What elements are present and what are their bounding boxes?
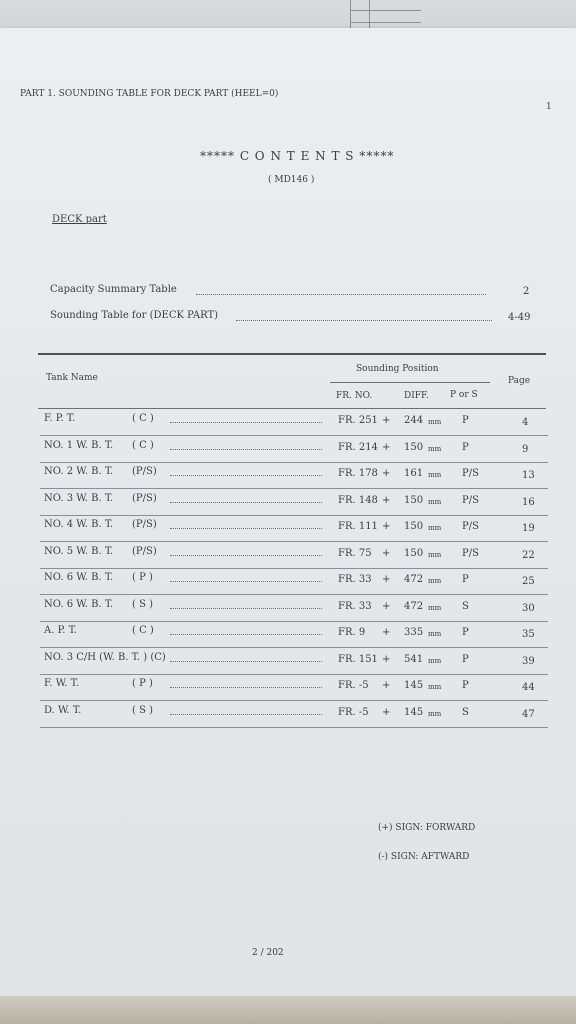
frame-number: FR. 75 — [338, 547, 372, 559]
header-page: Page — [508, 376, 531, 386]
row-leader-dots — [170, 608, 322, 609]
table-row-rule — [40, 700, 548, 701]
toc-item-sounding-table: Sounding Table for (DECK PART) — [50, 310, 219, 321]
port-or-starboard: P — [462, 441, 469, 453]
port-or-starboard: P/S — [462, 547, 479, 559]
port-or-starboard: P — [462, 574, 469, 585]
page-ref: 39 — [522, 655, 535, 667]
port-or-starboard: S — [462, 600, 469, 612]
table-row-rule — [40, 435, 548, 436]
toc-page-sounding-table: 4-49 — [508, 312, 531, 323]
diff-sign: + — [382, 521, 391, 532]
table-row-rule — [40, 647, 548, 648]
toc-page-capacity-summary: 2 — [523, 286, 530, 297]
diff-sign: + — [382, 547, 391, 559]
tank-code: ( P ) — [132, 678, 153, 689]
tank-name: F. W. T. — [44, 678, 80, 689]
diff-value: 145 — [404, 706, 424, 718]
tank-code: (P/S) — [132, 545, 157, 557]
document-page — [0, 28, 576, 998]
frame-number: FR. -5 — [338, 680, 369, 691]
port-or-starboard: P — [462, 680, 469, 691]
port-or-starboard: P/S — [462, 494, 479, 506]
diff-unit: mm — [428, 603, 442, 612]
row-leader-dots — [170, 475, 322, 476]
page-ref: 16 — [522, 496, 535, 508]
header-diff: DIFF. — [404, 391, 429, 401]
diff-sign: + — [382, 627, 391, 638]
header-fr-no: FR. NO. — [336, 391, 373, 401]
port-or-starboard: P — [462, 627, 469, 638]
section-title: DECK part — [52, 214, 107, 225]
frame-number: FR. -5 — [338, 706, 369, 718]
page-ref: 44 — [522, 682, 535, 693]
toc-leader-dots — [196, 294, 486, 295]
toc-item-capacity-summary: Capacity Summary Table — [50, 284, 177, 295]
diff-sign: + — [382, 468, 391, 479]
row-leader-dots — [170, 555, 322, 556]
header-bottom-rule — [38, 408, 546, 409]
diff-sign: + — [382, 653, 391, 665]
diff-value: 145 — [404, 680, 424, 691]
table-row-rule — [40, 594, 548, 595]
contents-title: ***** C O N T E N T S ***** — [200, 149, 395, 163]
corner-page-number: 1 — [546, 102, 552, 112]
diff-sign: + — [382, 680, 391, 691]
diff-value: 150 — [404, 547, 424, 559]
frame-number: FR. 9 — [338, 627, 366, 638]
tank-name: NO. 5 W. B. T. — [44, 545, 114, 557]
table-row-rule — [40, 568, 548, 569]
row-leader-dots — [170, 502, 322, 503]
frame-number: FR. 33 — [338, 600, 372, 612]
page-ref: 47 — [522, 708, 535, 720]
diff-value: 244 — [404, 415, 424, 426]
header-sounding-position: Sounding Position — [356, 364, 439, 374]
tank-code: ( C ) — [132, 625, 154, 636]
frame-number: FR. 214 — [338, 441, 378, 453]
row-leader-dots — [170, 714, 322, 715]
diff-unit: mm — [428, 656, 442, 665]
row-leader-dots — [170, 634, 322, 635]
frame-number: FR. 151 — [338, 653, 378, 665]
page-ref: 22 — [522, 549, 535, 561]
tank-code: (P/S) — [132, 466, 157, 477]
document-header-title: PART 1. SOUNDING TABLE FOR DECK PART (HEEL=0) — [20, 89, 279, 99]
table-row-rule — [40, 515, 548, 516]
tank-code: ( C ) — [132, 413, 154, 424]
tank-name: F. P. T. — [44, 413, 76, 424]
page-ref: 13 — [522, 470, 535, 481]
tank-code: ( S ) — [132, 704, 154, 716]
frame-number: FR. 178 — [338, 468, 378, 479]
page-ref: 30 — [522, 602, 535, 614]
diff-unit: mm — [428, 444, 442, 453]
tank-name: NO. 4 W. B. T. — [44, 519, 114, 530]
diff-unit: mm — [428, 577, 442, 585]
row-leader-dots — [170, 449, 322, 450]
diff-sign: + — [382, 494, 391, 506]
diff-sign: + — [382, 415, 391, 426]
page-ref: 9 — [522, 443, 529, 455]
diff-value: 472 — [404, 574, 424, 585]
background-desk — [0, 996, 576, 1024]
diff-value: 161 — [404, 468, 424, 479]
diff-value: 335 — [404, 627, 424, 638]
tank-code: (P/S) — [132, 492, 157, 504]
frame-number: FR. 251 — [338, 415, 378, 426]
table-row-rule — [40, 621, 548, 622]
diff-value: 472 — [404, 600, 424, 612]
page-ref: 4 — [522, 417, 529, 428]
row-leader-dots — [170, 687, 322, 688]
diff-value: 150 — [404, 521, 424, 532]
port-or-starboard: P — [462, 415, 469, 426]
diff-value: 150 — [404, 494, 424, 506]
row-leader-dots — [170, 422, 322, 423]
legend-aftward: (-) SIGN: AFTWARD — [378, 852, 470, 862]
tank-name: NO. 6 W. B. T. — [44, 572, 114, 583]
page-ref: 25 — [522, 576, 535, 587]
table-top-rule — [38, 353, 546, 355]
frame-number: FR. 111 — [338, 521, 378, 532]
tank-name: NO. 2 W. B. T. — [44, 466, 114, 477]
port-or-starboard: P/S — [462, 468, 479, 479]
diff-sign: + — [382, 441, 391, 453]
diff-unit: mm — [428, 709, 442, 718]
tank-name: NO. 3 C/H (W. B. T. ) (C) — [44, 651, 166, 663]
row-leader-dots — [170, 528, 322, 529]
header-tank-name: Tank Name — [46, 373, 98, 383]
port-or-starboard: P — [462, 653, 469, 665]
diff-sign: + — [382, 706, 391, 718]
tank-code: (P/S) — [132, 519, 157, 530]
diff-sign: + — [382, 574, 391, 585]
header-sub-rule — [330, 382, 490, 383]
diff-sign: + — [382, 600, 391, 612]
table-row-rule — [40, 541, 548, 542]
table-row-rule — [40, 462, 548, 463]
tank-code: ( C ) — [132, 439, 154, 451]
frame-number: FR. 148 — [338, 494, 378, 506]
diff-unit: mm — [428, 418, 442, 426]
diff-unit: mm — [428, 550, 442, 559]
page-ref: 19 — [522, 523, 535, 534]
tank-name: NO. 6 W. B. T. — [44, 598, 114, 610]
contents-code: ( MD146 ) — [268, 175, 315, 185]
diff-unit: mm — [428, 630, 442, 638]
tank-name: NO. 1 W. B. T. — [44, 439, 114, 451]
table-row-rule — [40, 727, 548, 728]
legend-forward: (+) SIGN: FORWARD — [378, 823, 476, 833]
diff-value: 150 — [404, 441, 424, 453]
header-p-or-s: P or S — [450, 390, 478, 400]
port-or-starboard: P/S — [462, 521, 479, 532]
diff-value: 541 — [404, 653, 424, 665]
row-leader-dots — [170, 581, 322, 582]
page-ref: 35 — [522, 629, 535, 640]
table-row-rule — [40, 488, 548, 489]
row-leader-dots — [170, 661, 322, 662]
table-row-rule — [40, 674, 548, 675]
tank-code: ( P ) — [132, 572, 153, 583]
diff-unit: mm — [428, 497, 442, 506]
tank-name: A. P. T. — [44, 625, 78, 636]
diff-unit: mm — [428, 524, 442, 532]
diff-unit: mm — [428, 471, 442, 479]
tank-name: NO. 3 W. B. T. — [44, 492, 114, 504]
diff-unit: mm — [428, 683, 442, 691]
tank-name: D. W. T. — [44, 704, 82, 716]
footer-page-number: 2 / 202 — [252, 948, 284, 958]
frame-number: FR. 33 — [338, 574, 372, 585]
tank-code: ( S ) — [132, 598, 154, 610]
port-or-starboard: S — [462, 706, 469, 718]
toc-leader-dots — [236, 320, 492, 321]
